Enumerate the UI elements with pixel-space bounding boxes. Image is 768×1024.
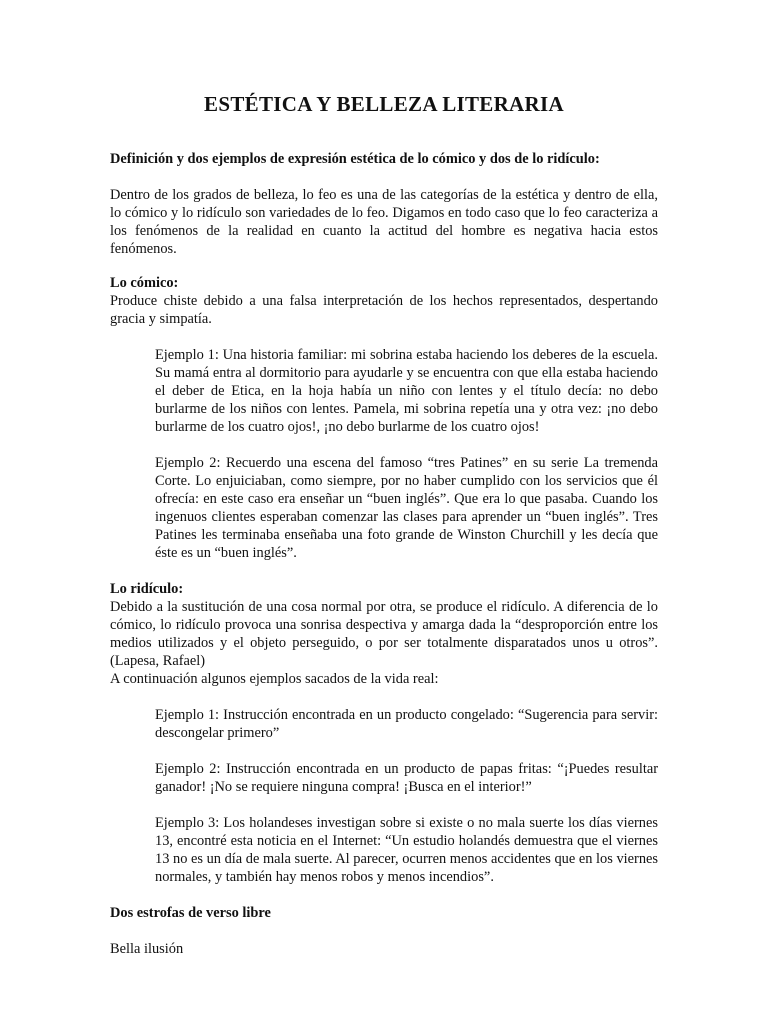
- comico-ejemplo-2: Ejemplo 2: Recuerdo una escena del famoso “tres Patines” en su serie La tremenda Corte. Lo enjuiciaban, como siempre, por no haber cumplido con los servicios que él ofrecía: en este caso era enseñar un “buen inglés”. Que era lo que pasaba. Cuando los ingenuos clientes esperaban comenzar las clases para aprender un “buen inglés”. Tres Patines les terminaba enseñaba una foto grande de Winston Churchill y les decía que éste es un “buen inglés”.: [155, 455, 658, 561]
- comico-heading: Lo cómico:: [110, 275, 179, 291]
- document-title: ESTÉTICA Y BELLEZA LITERARIA: [204, 92, 564, 116]
- intro-paragraph: Dentro de los grados de belleza, lo feo es una de las categorías de la estética y dentro de ella, lo cómico y lo ridículo son variedades de lo feo. Digamos en todo caso que lo feo caracteriza a los fenómenos de la realidad en cuanto la actitud del hombre es negativa hacia estos fenómenos.: [110, 187, 658, 257]
- ridiculo-continuation: A continuación algunos ejemplos sacados de la vida real:: [110, 671, 439, 687]
- document-subtitle: Definición y dos ejemplos de expresión estética de lo cómico y dos de lo ridículo:: [110, 151, 600, 167]
- verso-first-line: Bella ilusión: [110, 941, 184, 957]
- comico-ejemplo-1: Ejemplo 1: Una historia familiar: mi sobrina estaba haciendo los deberes de la escuela. Su mamá entra al dormitorio para ayudarle y se encuentra con que ella estaba haciendo el deber de Etica, en la hoja había un niño con lentes y el título decía: no debo burlarme de los niños con lentes. Pamela, mi sobrina repetía una y otra vez: ¡no debo burlarme de los cuatro ojos!, ¡no debo burlarme de los cuatro ojos!: [155, 347, 658, 435]
- ridiculo-ejemplo-2: Ejemplo 2: Instrucción encontrada en un producto de papas fritas: “¡Puedes resultar ganador! ¡No se requiere ninguna compra! ¡Busca en el interior!”: [155, 761, 658, 795]
- ridiculo-heading: Lo ridículo:: [110, 581, 184, 597]
- ridiculo-ejemplo-1: Ejemplo 1: Instrucción encontrada en un producto congelado: “Sugerencia para servir: descongelar primero”: [155, 707, 658, 741]
- comico-definition: Produce chiste debido a una falsa interpretación de los hechos representados, despertando gracia y simpatía.: [110, 293, 658, 327]
- verso-heading: Dos estrofas de verso libre: [110, 905, 271, 921]
- ridiculo-ejemplo-3: Ejemplo 3: Los holandeses investigan sobre si existe o no mala suerte los días viernes 13, encontré esta noticia en el Internet: “Un estudio holandés demuestra que el viernes 13 no es un día de mala suerte. Al parecer, ocurren menos accidentes que en los viernes normales, y también hay menos robos y menos incendios”.: [155, 815, 658, 885]
- ridiculo-definition: Debido a la sustitución de una cosa normal por otra, se produce el ridículo. A diferencia de lo cómico, lo ridículo provoca una sonrisa despectiva y amarga dada la “desproporción entre los medios utilizados y el objeto perseguido, o por ser totalmente disparatados unos u otros”. (Lapesa, Rafael): [110, 599, 658, 669]
